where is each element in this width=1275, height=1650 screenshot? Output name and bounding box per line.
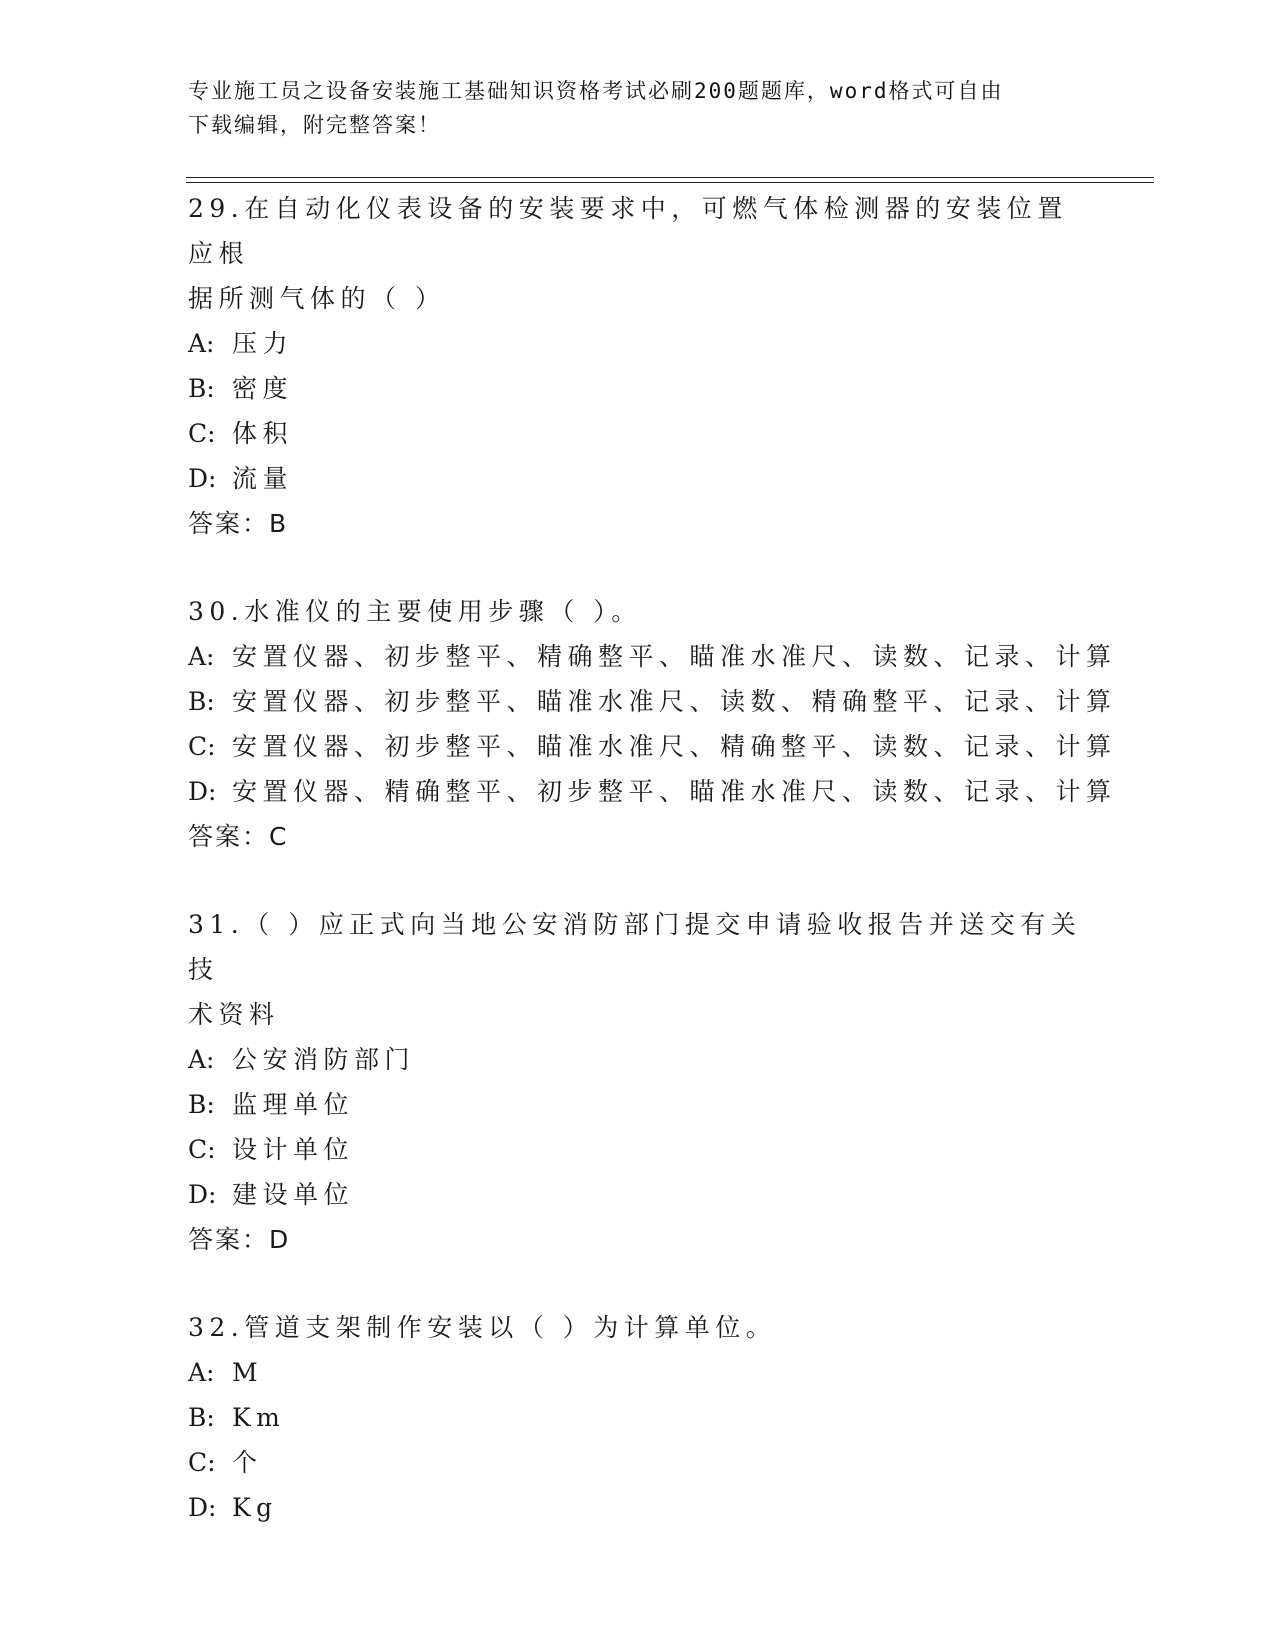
option-text: 设计单位 <box>232 1135 355 1164</box>
question-32 <box>188 1305 1088 1530</box>
answer-line: 答案：B <box>188 509 289 538</box>
document-header <box>188 74 1068 142</box>
option-letter: D: <box>188 777 217 806</box>
option-text: 建设单位 <box>232 1180 355 1209</box>
option-letter: A: <box>188 1045 215 1074</box>
question-stem-line-2: 术资料 <box>188 1000 280 1029</box>
question-stem <box>188 186 1088 321</box>
question-stem <box>188 902 1088 1037</box>
question-29 <box>188 186 1088 546</box>
option-text: M <box>232 1358 264 1387</box>
header-line-2: 下载编辑，附完整答案！ <box>188 113 441 137</box>
question-stem-line-1: 30.水准仪的主要使用步骤（ ）。 <box>188 597 642 626</box>
option-c <box>188 724 1117 769</box>
option-letter: A: <box>188 1358 215 1387</box>
question-list <box>188 186 1117 1530</box>
option-letter: C: <box>188 732 216 761</box>
header-line-1: 专业施工员之设备安装施工基础知识资格考试必刷200题题库，word格式可自由 <box>188 79 1004 103</box>
option-d <box>188 1485 1088 1530</box>
option-c <box>188 411 1088 456</box>
option-letter: A: <box>188 642 215 671</box>
question-stem-line-1: 32.管道支架制作安装以（ ）为计算单位。 <box>188 1313 777 1342</box>
option-text: 个 <box>232 1448 263 1477</box>
option-b <box>188 1395 1088 1440</box>
option-letter: B: <box>188 1090 215 1119</box>
question-stem-line-1: 29.在自动化仪表设备的安装要求中，可燃气体检测器的安装位置应根 <box>188 194 1068 268</box>
option-letter: C: <box>188 419 216 448</box>
option-letter: B: <box>188 1403 215 1432</box>
option-text: 体积 <box>232 419 294 448</box>
option-text: 流量 <box>232 464 294 493</box>
option-text: 压力 <box>232 329 294 358</box>
option-letter: D: <box>188 464 217 493</box>
option-letter: B: <box>188 374 215 403</box>
question-31 <box>188 902 1088 1262</box>
option-letter: C: <box>188 1135 216 1164</box>
question-stem <box>188 589 1088 634</box>
option-a <box>188 321 1088 366</box>
option-letter: B: <box>188 687 215 716</box>
question-stem <box>188 1305 1088 1350</box>
option-a <box>188 634 1117 679</box>
question-stem-line-1: 31.（ ）应正式向当地公安消防部门提交申请验收报告并送交有关技 <box>188 910 1082 984</box>
option-c <box>188 1440 1088 1485</box>
option-c <box>188 1127 1088 1172</box>
answer-line: 答案：C <box>188 822 289 851</box>
answer-line: 答案：D <box>188 1225 291 1254</box>
option-letter: A: <box>188 329 215 358</box>
option-a <box>188 1037 1088 1082</box>
option-b <box>188 366 1088 411</box>
option-d <box>188 1172 1088 1217</box>
option-text: 安置仪器、精确整平、初步整平、瞄准水准尺、读数、记录、计算 <box>232 777 1117 806</box>
option-b <box>188 1082 1088 1127</box>
header-divider-top <box>186 177 1154 178</box>
question-stem-line-2: 据所测气体的（ ） <box>188 284 446 313</box>
option-text: 监理单位 <box>232 1090 355 1119</box>
option-letter: C: <box>188 1448 216 1477</box>
option-b <box>188 679 1117 724</box>
option-text: Km <box>232 1403 286 1432</box>
header-divider-bottom <box>186 182 1154 183</box>
option-text: 安置仪器、初步整平、瞄准水准尺、读数、精确整平、记录、计算 <box>232 687 1117 716</box>
option-d <box>188 456 1088 501</box>
option-a <box>188 1350 1088 1395</box>
option-text: 安置仪器、初步整平、精确整平、瞄准水准尺、读数、记录、计算 <box>232 642 1117 671</box>
option-text: 安置仪器、初步整平、瞄准水准尺、精确整平、读数、记录、计算 <box>232 732 1117 761</box>
question-30 <box>188 589 1117 859</box>
option-letter: D: <box>188 1493 217 1522</box>
option-text: Kg <box>232 1493 278 1522</box>
option-text: 公安消防部门 <box>232 1045 416 1074</box>
option-letter: D: <box>188 1180 217 1209</box>
option-text: 密度 <box>232 374 294 403</box>
option-d <box>188 769 1117 814</box>
